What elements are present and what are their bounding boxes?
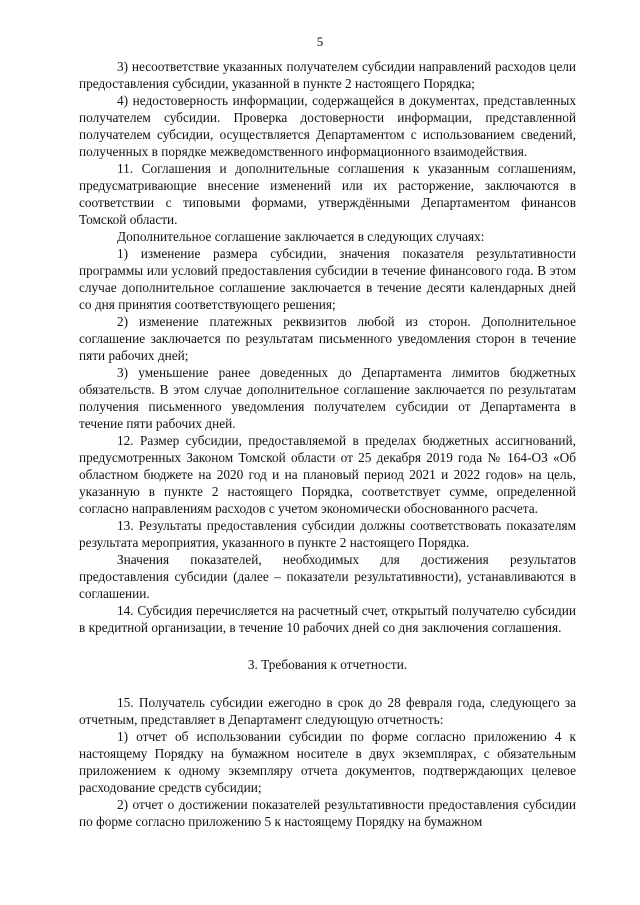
paragraph-clause-13: 13. Результаты предоставления субсидии должны соответствовать показателям результата мероприятия, указанного в пункте 2 настоящего Порядка. — [79, 518, 576, 550]
paragraph-case-3: 3) уменьшение ранее доведенных до Департамента лимитов бюджетных обязательств. В этом случае дополнительное соглашение заключается по результатам получения письменного уведомления получателем субсидии от Департамента в течение пяти рабочих дней. — [79, 365, 576, 431]
paragraph-item-4: 4) недостоверность информации, содержащейся в документах, представленных получателем субсидии. Проверка достоверности информации, представленной получателем субсидии, осуществляется Департаментом с использованием сведений, полученных в порядке межведомственного информационного взаимодействия. — [79, 93, 576, 159]
paragraph-item-3: 3) несоответствие указанных получателем субсидии направлений расходов цели предоставления субсидии, указанной в пункте 2 настоящего Порядка; — [79, 59, 576, 91]
paragraph-clause-12: 12. Размер субсидии, предоставляемой в пределах бюджетных ассигнований, предусмотренных Законом Томской области от 25 декабря 2019 года № 164-ОЗ «Об областном бюджете на 2020 год и на плановый период 2021 и 2022 годов» на цель, указанную в пункте 2 настоящего Порядка, соответствует сумме, определенной согласно направлениям расходов с учетом экономически обоснованного расчета. — [79, 433, 576, 516]
paragraph-clause-15: 15. Получатель субсидии ежегодно в срок до 28 февраля года, следующего за отчетным, представляет в Департамент следующую отчетность: — [79, 695, 576, 727]
paragraph-case-2: 2) изменение платежных реквизитов любой из сторон. Дополнительное соглашение заключается по результатам письменного уведомления сторон в течение пяти рабочих дней; — [79, 314, 576, 363]
paragraph-case-1: 1) изменение размера субсидии, значения показателя результативности программы или условий предоставления субсидии в течение финансового года. В этом случае дополнительное соглашение заключается в течение десяти календарных дней со дня принятия соответствующего решения; — [79, 246, 576, 312]
section-heading: 3. Требования к отчетности. — [247, 657, 408, 672]
paragraph-clause-14: 14. Субсидия перечисляется на расчетный счет, открытый получателю субсидии в кредитной организации, в течение 10 рабочих дней со дня заключения соглашения. — [79, 603, 576, 635]
page-number: 5 — [316, 34, 324, 49]
document-body — [79, 58, 576, 830]
paragraph-additional-agreement-intro: Дополнительное соглашение заключается в следующих случаях: — [117, 229, 485, 244]
paragraph-report-1: 1) отчет об использовании субсидии по форме согласно приложению 4 к настоящему Порядку на бумажном носителе в двух экземплярах, с обязательным приложением к одному экземпляру отчета документов, подтверждающих целевое расходование средств субсидии; — [79, 729, 576, 795]
paragraph-report-2: 2) отчет о достижении показателей результативности предоставления субсидии по форме согласно приложению 5 к настоящему Порядку на бумажном — [79, 797, 576, 829]
paragraph-indicators: Значения показателей, необходимых для достижения результатов предоставления субсидии (далее – показатели результативности), устанавливаются в соглашении. — [79, 552, 576, 601]
paragraph-clause-11: 11. Соглашения и дополнительные соглашения к указанным соглашениям, предусматривающие внесение изменений или их расторжение, заключаются в соответствии с типовыми формами, утверждёнными Департаментом финансов Томской области. — [79, 161, 576, 227]
